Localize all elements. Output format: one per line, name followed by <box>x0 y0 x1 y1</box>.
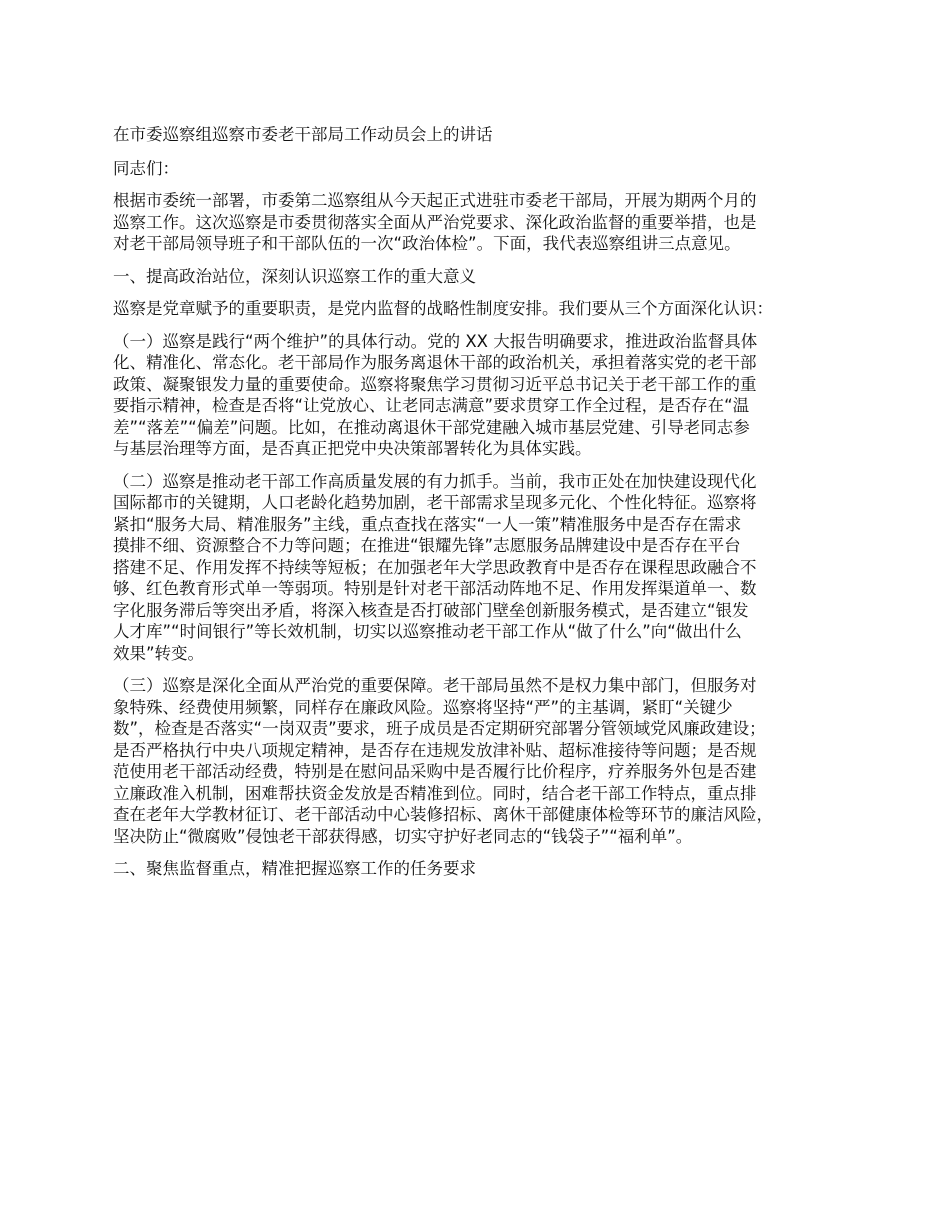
text-line: 要指示精神，检查是否将“让党放心、让老同志满意”要求贯穿工作全过程，是否存在“温 <box>113 396 750 415</box>
text-line: 化、精准化、常态化。老干部局作为服务离退休干部的政治机关，承担着落实党的老干部 <box>113 353 757 372</box>
text-line: 根据市委统一部署，市委第二巡察组从今天起正式进驻市委老干部局，开展为期两个月的 <box>113 191 757 210</box>
text-line: （一）巡察是践行“两个维护”的具体行动。党的 XX 大报告明确要求，推进政治监督具体 <box>113 331 758 351</box>
text-line: 坚决防止“微腐败”侵蚀老干部获得感，切实守护好老同志的“钱袋子”“福利单”。 <box>113 826 693 846</box>
text-line: 紧扣“服务大局、精准服务”主线，重点查找在落实“一人一策”精准服务中是否存在需求 <box>113 514 742 534</box>
paragraph <box>113 298 858 320</box>
text-line: （三）巡察是深化全面从严治党的重要保障。老干部局虽然不是权力集中部门，但服务对 <box>113 676 757 695</box>
text-line: 差”“落差”“偏差”问题。比如，在推动离退休干部党建融入城市基层党建、引导老同志参 <box>113 417 750 437</box>
text-line: 够、红色教育形式单一等弱项。特别是针对老干部活动阵地不足、作用发挥渠道单一、数 <box>113 579 757 598</box>
text-line: 字化服务滞后等突出矛盾，将深入核查是否打破部门壁垒创新服务模式，是否建立“银发 <box>113 600 749 620</box>
paragraph <box>113 675 858 847</box>
paragraph <box>113 190 858 255</box>
section-heading <box>113 266 858 288</box>
text-line: （二）巡察是推动老干部工作高质量发展的有力抓手。当前，我市正处在加快建设现代化 <box>113 471 757 491</box>
text-line: 摸排不细、资源整合不力等问题；在推进“银耀先锋”志愿服务品牌建设中是否存在平台 <box>113 536 741 555</box>
document-page <box>113 124 858 891</box>
text-line: 政策、凝聚银发力量的重要使命。巡察将聚焦学习贯彻习近平总书记关于老干部工作的重 <box>113 374 757 394</box>
text-line: 人才库”“时间银行”等长效机制，切实以巡察推动老干部工作从“做了什么”向“做出什么 <box>113 622 742 641</box>
text-line: 效果”转变。 <box>113 643 205 663</box>
text-line: 二、聚焦监督重点，精准把握巡察工作的任务要求 <box>113 859 476 878</box>
text-line: 巡察是党章赋予的重要职责，是党内监督的战略性制度安排。我们要从三个方面深化认识： <box>113 299 773 318</box>
text-line: 国际都市的关键期，人口老龄化趋势加剧，老干部需求呈现多元化、个性化特征。巡察将 <box>113 493 757 512</box>
text-line: 一、提高政治站位，深刻认识巡察工作的重大意义 <box>113 266 476 286</box>
text-line: 巡察工作。这次巡察是市委贯彻落实全面从严治党要求、深化政治监督的重要举措，也是 <box>113 212 757 232</box>
section-heading <box>113 858 858 880</box>
text-line: 范使用老干部活动经费，特别是在慰问品采购中是否履行比价程序，疗养服务外包是否建 <box>113 762 757 781</box>
salutation: 同志们： <box>113 158 179 178</box>
paragraph <box>113 331 858 460</box>
document-title: 在市委巡察组巡察市委老干部局工作动员会上的讲话 <box>113 125 493 144</box>
text-line: 对老干部局领导班子和干部队伍的一次“政治体检”。下面，我代表巡察组讲三点意见。 <box>113 234 741 253</box>
text-line: 是否严格执行中央八项规定精神，是否存在违规发放津补贴、超标准接待等问题；是否规 <box>113 740 757 760</box>
text-line: 象特殊、经费使用频繁，同样存在廉政风险。巡察将坚持“严”的主基调，紧盯“关键少 <box>113 697 733 717</box>
text-line: 数”，检查是否落实“一岗双责”要求，班子成员是否定期研究部署分管领域党风廉政建设； <box>113 719 766 738</box>
text-line: 立廉政准入机制，困难帮扶资金发放是否精准到位。同时，结合老干部工作特点，重点排 <box>113 783 757 803</box>
document-body <box>113 190 858 880</box>
text-line: 搭建不足、作用发挥不持续等短板；在加强老年大学思政教育中是否存在课程思政融合不 <box>113 557 757 577</box>
paragraph <box>113 471 858 665</box>
text-line: 与基层治理等方面，是否真正把党中央决策部署转化为具体实践。 <box>113 439 592 458</box>
text-line: 查在老年大学教材征订、老干部活动中心装修招标、离休干部健康体检等环节的廉洁风险， <box>113 805 773 824</box>
